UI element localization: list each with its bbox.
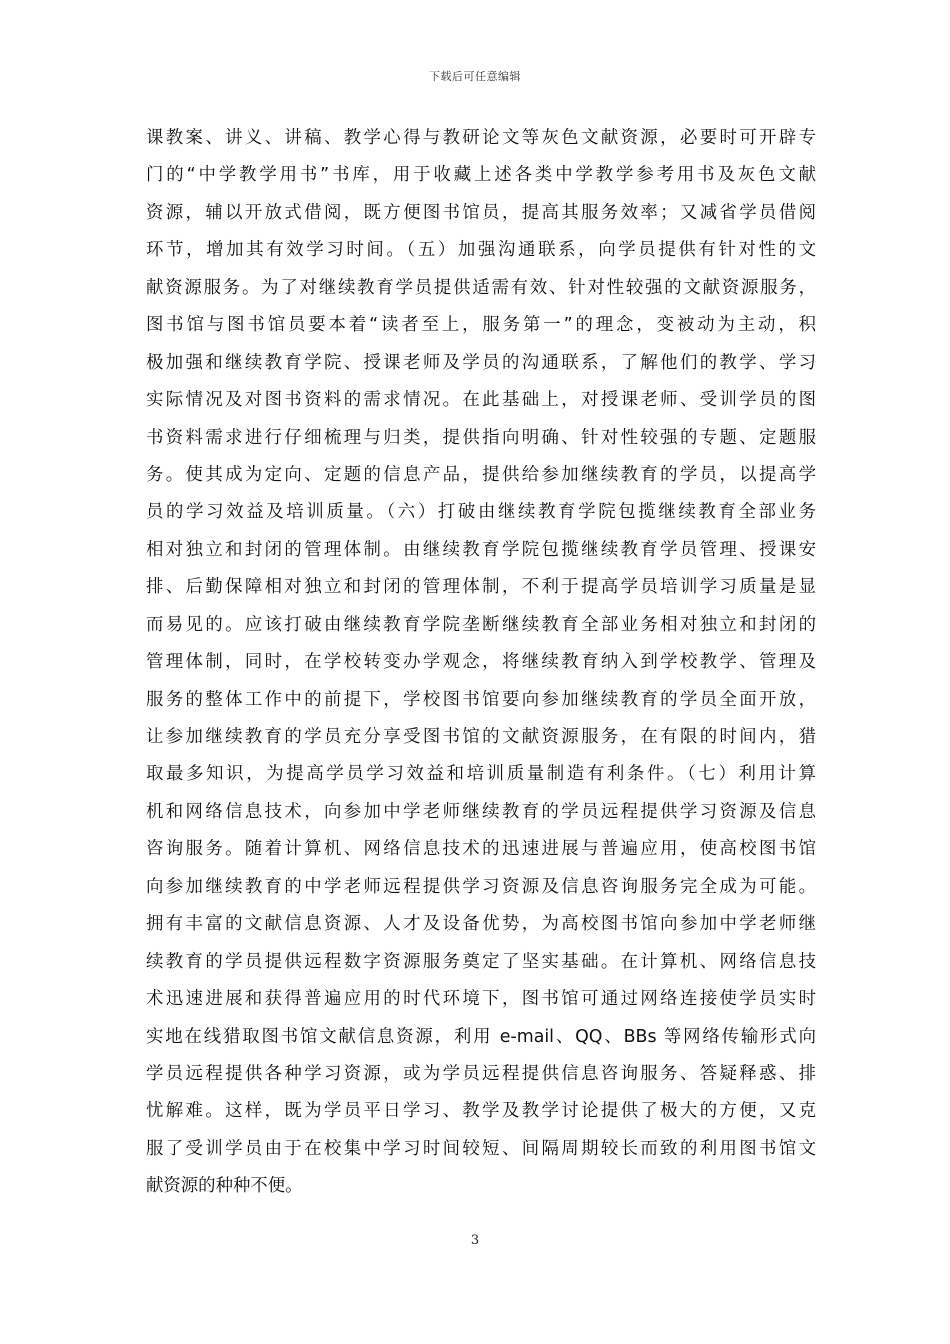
text-line: 让参加继续教育的学员充分享受图书馆的文献资源服务，在有限的时间内，猎: [146, 727, 816, 747]
text-line: 排、后勤保障相对独立和封闭的管理体制，不利于提高学员培训学习质量是显: [146, 577, 816, 598]
text-line: 务。使其成为定向、定题的信息产品，提供给参加继续教育的学员，以提高学: [146, 464, 816, 485]
text-line: 极加强和继续教育学院、授课老师及学员的沟通联系，了解他们的教学、学习: [146, 352, 816, 373]
text-line: 服务的整体工作中的前提下，学校图书馆要向参加继续教育的学员全面开放，: [146, 689, 816, 710]
text-line: 相对独立和封闭的管理体制。由继续教育学院包揽继续教育学员管理、授课安: [146, 539, 816, 560]
text-line: 资源，辅以开放式借阅，既方便图书馆员，提高其服务效率；又减省学员借阅: [146, 202, 816, 223]
text-line: 机和网络信息技术，向参加中学老师继续教育的学员远程提供学习资源及信息: [146, 801, 816, 822]
text-line: 图书馆与图书馆员要本着“读者至上，服务第一”的理念，变被动为主动，积: [146, 315, 816, 336]
text-line: 书资料需求进行仔细梳理与归类，提供指向明确、针对性较强的专题、定题服: [146, 427, 816, 448]
text-line: 咨询服务。随着计算机、网络信息技术的迅速进展与普遍应用，使高校图书馆: [146, 839, 816, 860]
text-line: 献资源服务。为了对继续教育学员提供适需有效、针对性较强的文献资源服务，: [146, 277, 816, 298]
page-header: 下载后可任意编辑: [429, 70, 521, 83]
text-line: 实地在线猎取图书馆文献信息资源，利用 e-mail、QQ、BBs 等网络传输形式向: [146, 1026, 816, 1047]
text-line: 而易见的。应该打破由继续教育学院垄断继续教育全部业务相对独立和封闭的: [146, 614, 816, 635]
text-line: 向参加继续教育的中学老师远程提供学习资源及信息咨询服务完全成为可能。: [146, 876, 816, 897]
text-line: 员的学习效益及培训质量。（六）打破由继续教育学院包揽继续教育全部业务: [146, 502, 816, 523]
text-line: 拥有丰富的文献信息资源、人才及设备优势，为高校图书馆向参加中学老师继: [146, 914, 816, 935]
text-line: 服了受训学员由于在校集中学习时间较短、间隔周期较长而致的利用图书馆文: [146, 1138, 816, 1159]
text-line: 续教育的学员提供远程数字资源服务奠定了坚实基础。在计算机、网络信息技: [146, 951, 816, 972]
text-line: 课教案、讲义、讲稿、教学心得与教研论文等灰色文献资源，必要时可开辟专: [146, 128, 816, 148]
text-line: 实际情况及对图书资料的需求情况。在此基础上，对授课老师、受训学员的图: [146, 390, 816, 411]
text-line: 环节，增加其有效学习时间。（五）加强沟通联系，向学员提供有针对性的文: [146, 240, 816, 261]
text-line: 取最多知识，为提高学员学习效益和培训质量制造有利条件。（七）利用计算: [146, 764, 816, 785]
body-text: [146, 124, 816, 1210]
text-line: 学员远程提供各种学习资源，或为学员远程提供信息咨询服务、答疑释惑、排: [146, 1063, 816, 1084]
page-number: 3: [470, 1233, 480, 1248]
text-line: 忧解难。这样，既为学员平日学习、教学及教学讨论提供了极大的方便，又克: [146, 1101, 816, 1122]
text-line: 献资源的种种不便。: [146, 1176, 303, 1197]
text-line: 门的“中学教学用书”书库，用于收藏上述各类中学教学参考用书及灰色文献: [146, 165, 816, 186]
text-line: 管理体制，同时，在学校转变办学观念，将继续教育纳入到学校教学、管理及: [146, 652, 816, 673]
text-line: 术迅速进展和获得普遍应用的时代环境下，图书馆可通过网络连接使学员实时: [146, 989, 816, 1010]
